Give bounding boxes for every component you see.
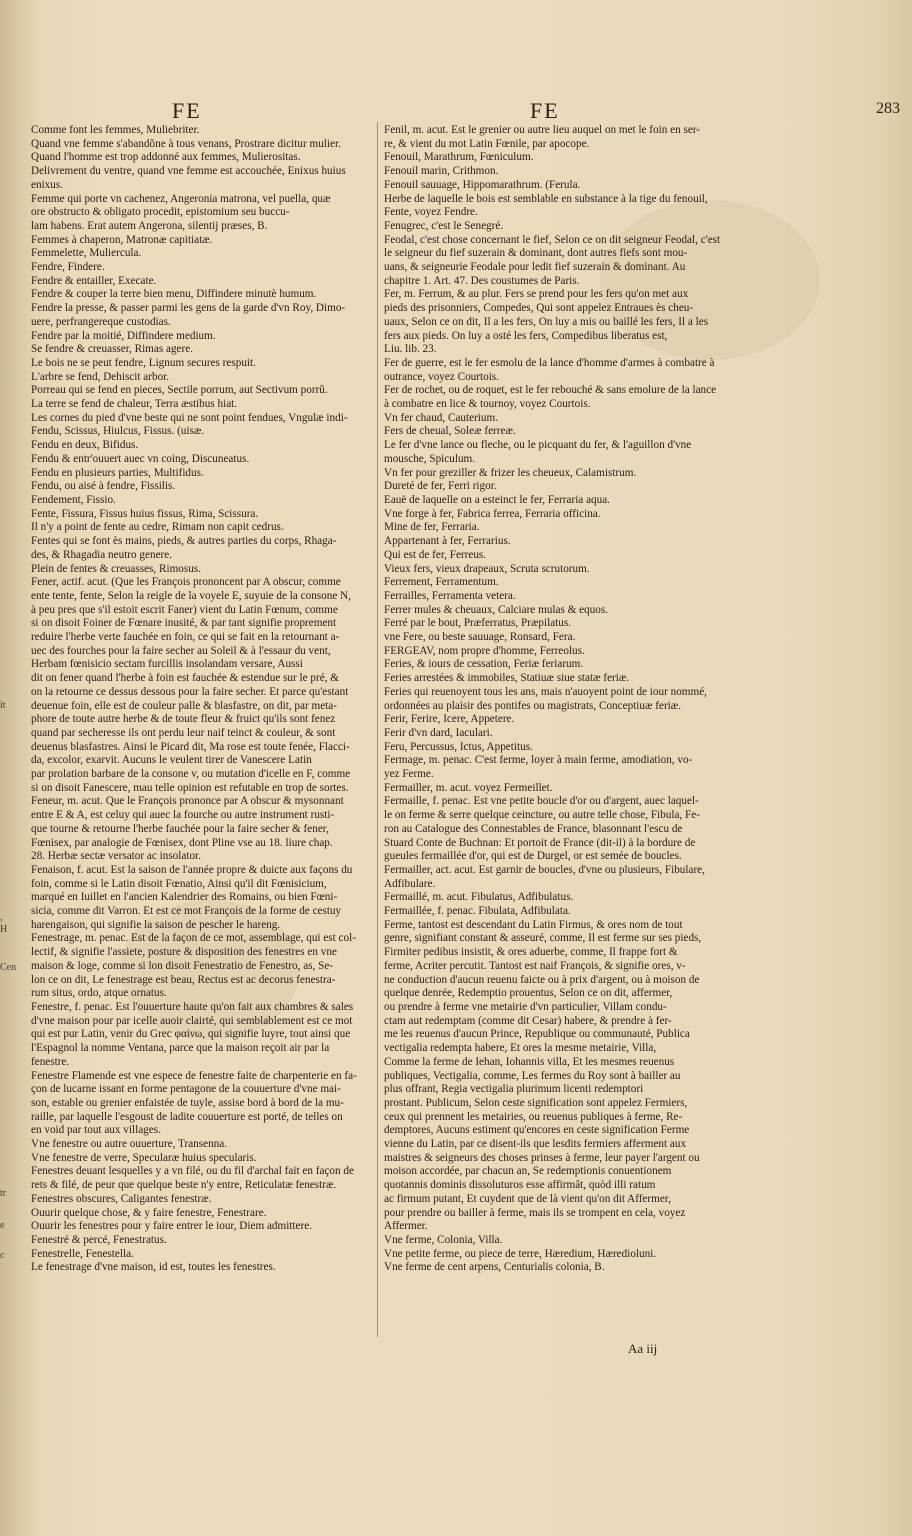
dictionary-line: Fendre la presse, & passer parmi les gens de la garde d'vn Roy, Dimo- — [31, 302, 346, 315]
dictionary-line: Fenouil, Marathrum, Fœniculum. — [384, 151, 534, 164]
dictionary-line: Ferme, tantost est descendant du Latin Firmus, & ores nom de tout — [384, 918, 683, 931]
dictionary-line: Fendement, Fissio. — [31, 493, 116, 506]
dictionary-line: quand par secheresse ils ont perdu leur naif teinct & couleur, & sont — [31, 726, 336, 739]
dictionary-line: ron au Catalogue des Connestables de France, blasonnant l'escu de — [384, 822, 683, 835]
dictionary-line: l'Espagnol la nomme Ventana, parce que la maison reçoit air par la — [31, 1042, 330, 1055]
gutter-fragment: it — [0, 700, 6, 711]
running-head-left: FE — [172, 98, 202, 123]
dictionary-line: mousche, Spiculum. — [384, 452, 476, 465]
dictionary-line: Vieux fers, vieux drapeaux, Scruta scrutorum. — [384, 562, 590, 575]
dictionary-line: Fenestres deuant lesquelles y a vn filé, ou du fil d'archal fait en façon de — [31, 1165, 354, 1178]
dictionary-line: Quand l'homme est trop addonné aux femmes, Mulierositas. — [31, 151, 301, 164]
dictionary-line: Femme qui porte vn cachenez, Angeronia matrona, vel puella, quæ — [31, 192, 331, 205]
dictionary-line: deuenus blasfastres. Ainsi le Picard dit, Ma rose est toute fenée, Flacci- — [31, 740, 350, 753]
dictionary-line: Fer de guerre, est le fer esmolu de la lance d'homme d'armes à combatre à — [384, 356, 715, 369]
dictionary-line: Fente, Fissura, Fissus huius fissus, Rima, Scissura. — [31, 507, 259, 520]
dictionary-line: Feries qui reuenoyent tous les ans, mais n'auoyent point de iour nommé, — [384, 685, 707, 698]
left-column — [31, 124, 371, 1275]
dictionary-line: Femmes à chaperon, Matronæ capitiatæ. — [31, 233, 213, 246]
dictionary-line: Mine de fer, Ferraria. — [384, 521, 480, 534]
dictionary-line: Fenestres obscures, Caligantes fenestræ. — [31, 1192, 212, 1205]
dictionary-line: Adfibulare. — [384, 877, 436, 890]
dictionary-line: Liu. lib. 23. — [384, 343, 437, 356]
dictionary-line: Fermailler, m. acut. voyez Fermeillet. — [384, 781, 553, 794]
dictionary-line: Fenestre Flamende est vne espece de fenestre faite de charpenterie en fa- — [31, 1069, 357, 1082]
dictionary-line: Qui est de fer, Ferreus. — [384, 548, 487, 561]
dictionary-line: fenestre. — [31, 1055, 70, 1068]
dictionary-line: vne Fere, ou beste sauuage, Ronsard, Fera. — [384, 631, 576, 644]
dictionary-line: à combatre en lice & tournoy, voyez Courtois. — [384, 398, 591, 411]
dictionary-line: Fermage, m. penac. C'est ferme, loyer à main ferme, amodiation, vo- — [384, 754, 693, 767]
dictionary-line: Le fenestrage d'vne maison, id est, toutes les fenestres. — [31, 1261, 276, 1274]
dictionary-line: Affermer. — [384, 1220, 428, 1233]
dictionary-line: Il n'y a point de fente au cedre, Rimam non capit cedrus. — [31, 521, 284, 534]
dictionary-line: Vne ferme, Colonia, Villa. — [384, 1233, 503, 1246]
dictionary-line: raille, par laquelle l'esgoust de ladite couuerture est porté, de telles on — [31, 1110, 343, 1123]
dictionary-line: Fenaison, f. acut. Est la saison de l'année propre & duicte aux façons du — [31, 863, 353, 876]
dictionary-line: lon ce on dit, Le fenestrage est beau, Rectus est ac decorus fenestra- — [31, 973, 336, 986]
dictionary-line: Fenugrec, c'est le Senegré. — [384, 219, 504, 232]
dictionary-line: Fenestrage, m. penac. Est de la façon de ce mot, assemblage, qui est col- — [31, 932, 356, 945]
dictionary-line: rum situs, ordo, atque ornatus. — [31, 987, 167, 1000]
dictionary-line: Vne fenestre ou autre ouuerture, Transenna. — [31, 1138, 228, 1151]
dictionary-line: lectif, & signifie l'assiete, posture & disposition des fenestres en vne — [31, 946, 337, 959]
dictionary-line: L'arbre se fend, Dehiscit arbor. — [31, 370, 170, 383]
dictionary-line: phore de toute autre herbe & de toute fleur & fruict qu'ils sont fenez — [31, 713, 336, 726]
dictionary-line: Ferrer mules & cheuaux, Calciare mulas & equos. — [384, 603, 608, 616]
dictionary-line: entre E & A, est celuy qui auec la fourche ou autre instrument rusti- — [31, 809, 335, 822]
dictionary-line: qui est pur Latin, venir du Grec φαίνω, qui signifie luyre, tout ainsi que — [31, 1028, 351, 1041]
dictionary-line: uere, perfrangereque custodias. — [31, 315, 171, 328]
dictionary-line: publiques, Vectigalia, comme, Les fermes du Roy sont à bailler au — [384, 1069, 681, 1082]
dictionary-line: des, & Rhagadia neutro genere. — [31, 548, 173, 561]
dictionary-line: Femmelette, Muliercula. — [31, 247, 142, 260]
dictionary-line: Fendu en plusieurs parties, Multifidus. — [31, 466, 204, 479]
gutter-fragment: c — [0, 1250, 5, 1261]
dictionary-line: rets & filé, de peur que quelque beste n'y entre, Reticulatæ fenestræ. — [31, 1179, 337, 1192]
dictionary-line: à peu pres que s'il estoit escrit Faner) vient du Latin Fœnum, comme — [31, 603, 338, 616]
dictionary-line: Feru, Percussus, Ictus, Appetitus. — [384, 740, 533, 753]
dictionary-line: Comme la ferme de Iehan, Iohannis villa, Et les mesmes reuenus — [384, 1055, 675, 1068]
column-divider — [377, 122, 378, 1337]
dictionary-line: Fentes qui se font ès mains, pieds, & autres parties du corps, Rhaga- — [31, 535, 337, 548]
dictionary-line: vienne du Latin, par ce disent-ils que lesdits fermiers afferment aux — [384, 1138, 687, 1151]
dictionary-line: Vne petite ferme, ou piece de terre, Hæredium, Hæredioluni. — [384, 1247, 657, 1260]
dictionary-line: Fendre & entailler, Execate. — [31, 274, 157, 287]
dictionary-line: Fermaillé, m. acut. Fibulatus, Adfibulatus. — [384, 891, 574, 904]
dictionary-line: quotannis dominis dissoluturos esse affirmât, quòd illi ratum — [384, 1179, 656, 1192]
dictionary-line: foin, comme si le Latin disoit Fœnatio, Ainsi qu'il dit Fœnisicium, — [31, 877, 327, 890]
dictionary-line: La terre se fend de chaleur, Terra æstibus hiat. — [31, 398, 238, 411]
dictionary-line: Fenouil marin, Crithmon. — [384, 165, 499, 178]
dictionary-line: d'vne maison pour par icelle auoir clairté, qui semblablement est ce mot — [31, 1014, 353, 1027]
dictionary-line: Feries arrestées & immobiles, Statiuæ siue statæ feriæ. — [384, 672, 630, 685]
dictionary-line: Fendu en deux, Bifidus. — [31, 439, 139, 452]
dictionary-line: chapitre 1. Art. 47. Des coustumes de Paris. — [384, 274, 580, 287]
gutter-fragment: , H — [0, 912, 8, 935]
dictionary-line: deuenue foin, elle est de couleur palle & blasfastre, on dit, par meta- — [31, 699, 337, 712]
dictionary-line: Plein de fentes & creuasses, Rimosus. — [31, 562, 201, 575]
dictionary-line: Fermailler, act. acut. Est garnir de boucles, d'vne ou plusieurs, Fibulare, — [384, 863, 705, 876]
dictionary-line: que tourne & retourne l'herbe fauchée pour la faire secher & fener, — [31, 822, 329, 835]
gutter-fragment: Cen — [0, 962, 17, 973]
dictionary-line: enixus. — [31, 178, 64, 191]
dictionary-line: vectigalia redempta habere, Et ores la mesme metairie, Villa, — [384, 1042, 657, 1055]
dictionary-line: Fendre & couper la terre bien menu, Diffindere minutè humum. — [31, 288, 317, 301]
dictionary-line: Fer de rochet, ou de roquet, est le fer rebouché & sans emolure de la lance — [384, 384, 717, 397]
dictionary-line: Fermaillée, f. penac. Fibulata, Adfibulata. — [384, 905, 571, 918]
dictionary-line: pieds des prisonniers, Compedes, Qui sont appelez Entraues ès cheu- — [384, 302, 694, 315]
dictionary-line: ne conduction d'aucun reuenu faicte ou à prix d'argent, ou à moison de — [384, 973, 700, 986]
dictionary-line: lam habens. Erat autem Angerona, silentij præses, B. — [31, 219, 268, 232]
dictionary-line: Fendre par la moitié, Diffindere medium. — [31, 329, 216, 342]
dictionary-line: çon de lucarne issant en forme pentagone de la couuerture d'vne mai- — [31, 1083, 341, 1096]
dictionary-line: ente tente, fente, Selon la reigle de la voyele E, suyuie de la consone N, — [31, 589, 351, 602]
dictionary-line: si on disoit Fanescere, mau telle opinion est refutable en trop de sortes. — [31, 781, 349, 794]
dictionary-line: outrance, voyez Courtois. — [384, 370, 499, 383]
dictionary-line: Fenestrelle, Fenestella. — [31, 1247, 134, 1260]
dictionary-line: FERGEAV, nom propre d'homme, Ferreolus. — [384, 644, 585, 657]
dictionary-line: Les cornes du pied d'vne beste qui ne sont point fendues, Vngulæ indi- — [31, 411, 348, 424]
dictionary-line: ctam aut redemptam (comme dit Cesar) habere, & prendre à fer- — [384, 1014, 672, 1027]
dictionary-line: marqué en Iuillet en l'ancien Kalendrier des Romains, ou bien Fœni- — [31, 891, 338, 904]
dictionary-line: Fenestré & percé, Fenestratus. — [31, 1233, 167, 1246]
dictionary-line: Vne fenestre de verre, Specularæ huius specularis. — [31, 1151, 257, 1164]
dictionary-line: ore obstructo & obligato procedit, epistomium seu buccu- — [31, 206, 290, 219]
dictionary-line: Fendu, Scissus, Hiulcus, Fissus. (uisæ. — [31, 425, 205, 438]
dictionary-line: maison & loge, comme si lon disoit Fenestratio de Fenestro, as, Se- — [31, 959, 334, 972]
dictionary-line: Ferrailles, Ferramenta vetera. — [384, 589, 516, 602]
dictionary-line: Ouurir les fenestres pour y faire entrer le iour, Diem admittere. — [31, 1220, 312, 1233]
dictionary-line: Ferir, Ferire, Icere, Appetere. — [384, 713, 515, 726]
dictionary-line: en void par tout aux villages. — [31, 1124, 161, 1137]
dictionary-line: 28. Herbæ sectæ versator ac insolator. — [31, 850, 201, 863]
dictionary-line: Stuard Conte de Buchnan: Et portoit de France (dit-il) à la bordure de — [384, 836, 696, 849]
dictionary-line: Fenestre, f. penac. Est l'ouuerture haute qu'on fait aux chambres & sales — [31, 1001, 354, 1013]
dictionary-line: ordonnées au plaisir des pontifes ou magistrats, Conceptiuæ feriæ. — [384, 699, 682, 712]
signature-mark: Aa iij — [628, 1341, 658, 1356]
dictionary-line: Le bois ne se peut fendre, Lignum secures respuit. — [31, 356, 256, 369]
dictionary-line: Le fer d'vne lance ou fleche, ou le picquant du fer, & l'aguillon d'vne — [384, 439, 692, 452]
dictionary-line: Vn fer chaud, Cauterium. — [384, 411, 499, 424]
dictionary-line: Comme font les femmes, Muliebriter. — [31, 124, 200, 136]
dictionary-line: dit on fener quand l'herbe à foin est fauchée & estendue sur le pré, & — [31, 672, 340, 685]
dictionary-line: Feneur, m. acut. Que le François prononce par A obscur & mysonnant — [31, 795, 344, 808]
dictionary-line: Fendu & entr'ouuert auec vn coing, Discuneatus. — [31, 452, 250, 465]
dictionary-line: Ferré par le bout, Præferratus, Præpilatus. — [384, 617, 572, 630]
dictionary-line: Ouurir quelque chose, & y faire fenestre, Fenestrare. — [31, 1206, 267, 1219]
dictionary-line: ferme, Acriter percutit. Tantost est naif François, & signifie ores, v- — [384, 959, 686, 972]
dictionary-line: le on ferme & serre quelque ceincture, ou autre telle chose, Fibula, Fe- — [384, 809, 700, 822]
dictionary-line: da, excolor, exarvit. Aucuns le veulent tirer de Vanescere Latin — [31, 754, 312, 767]
dictionary-line: Dureté de fer, Ferri rigor. — [384, 480, 497, 493]
dictionary-line: fers aux pieds. On luy a osté les fers, Compedibus liberatus est, — [384, 329, 668, 342]
dictionary-line: maistres & seigneurs des choses prinses à ferme, leur payer l'argent ou — [384, 1151, 700, 1164]
dictionary-line: ceux qui prennent les metairies, ou reuenus publiques à ferme, Re- — [384, 1110, 683, 1123]
dictionary-line: Quand vne femme s'abandõne à tous venans, Prostrare dicitur mulier. — [31, 137, 341, 150]
gutter-fragment: e — [0, 1220, 5, 1231]
dictionary-line: Fendre, Findere. — [31, 261, 105, 274]
dictionary-line: Vne ferme de cent arpens, Centurialis colonia, B. — [384, 1261, 605, 1274]
dictionary-line: uec des fourches pour la faire secher au Soleil & à l'essaur du vent, — [31, 644, 331, 657]
right-column — [384, 124, 744, 1275]
dictionary-line: demptores, Aucuns estiment qu'encores en ceste signification Ferme — [384, 1124, 690, 1137]
dictionary-line: gueules fermaillée d'or, qui est de Durgel, or est semée de boucles. — [384, 850, 682, 863]
dictionary-line: Appartenant à fer, Ferrarius. — [384, 535, 511, 548]
dictionary-line: Se fendre & creuasser, Rimas agere. — [31, 343, 194, 356]
dictionary-line: uaux, Selon ce on dit, Il a les fers, On luy a mis ou baillé les fers, Il a les — [384, 315, 709, 328]
dictionary-line: Ferir d'vn dard, Iaculari. — [384, 726, 493, 739]
dictionary-line: on la retourne ce dessus dessous pour la faire secher. Et parce qu'estant — [31, 685, 349, 698]
dictionary-line: moison accordée, par chacun an, Se redemptionis conuentionem — [384, 1165, 672, 1178]
dictionary-line: pour prendre ou bailler à ferme, mais ils se trompent en cela, voyez — [384, 1206, 686, 1219]
dictionary-line: Fenil, m. acut. Est le grenier ou autre lieu auquel on met le foin en ser- — [384, 124, 701, 136]
dictionary-line: par prolation barbare de la consone v, ou mutation d'icelle en F, comme — [31, 768, 351, 781]
dictionary-line: quelque denrée, Redemptio prouentus, Selon ce on dit, affermer, — [384, 987, 673, 1000]
dictionary-line: ou prendre à ferme vne metairie d'vn particulier, Villam condu- — [384, 1001, 667, 1013]
dictionary-line: genre, signifiant constant & asseuré, comme, Il est ferme sur ses pieds, — [384, 932, 702, 945]
dictionary-line: son, estable ou grenier enfaistée de tuyle, assise bord à bord de la mu- — [31, 1096, 344, 1109]
dictionary-line: Fendu, ou aisé à fendre, Fissilis. — [31, 480, 176, 493]
running-head-right: FE — [530, 98, 560, 123]
dictionary-line: Vn fer pour greziller & frizer les cheueux, Calamistrum. — [384, 466, 637, 479]
dictionary-line: Herbe de laquelle le bois est semblable en substance à la tige du fenouil, — [384, 192, 708, 205]
dictionary-line: ac firmum putant, Et cuydent que de là vient qu'on dit Affermer, — [384, 1192, 671, 1205]
dictionary-line: me les reuenus d'aucun Prince, Republique ou communauté, Publica — [384, 1028, 690, 1041]
dictionary-line: Herbam fœnisicio sectam furcillis insolandam versare, Aussi — [31, 658, 303, 671]
dictionary-line: Eauë de laquelle on a esteinct le fer, Ferraria aqua. — [384, 493, 610, 506]
dictionary-line: Fermaille, f. penac. Est vne petite boucle d'or ou d'argent, auec laquel- — [384, 795, 699, 808]
dictionary-line: Fener, actif. acut. (Que les François prononcent par A obscur, comme — [31, 576, 341, 589]
dictionary-line: Fenouil sauuage, Hippomarathrum. (Ferula. — [384, 178, 581, 191]
dictionary-line: Feodal, c'est chose concernant le fief, Selon ce on dit seigneur Feodal, c'est — [384, 233, 721, 246]
dictionary-line: Delivrement du ventre, quand vne femme est accouchée, Enixus huius — [31, 165, 346, 178]
dictionary-line: le seigneur du fief suzerain & dominant, dont autres fiefs sont mou- — [384, 247, 688, 260]
dictionary-line: Ferrement, Ferramentum. — [384, 576, 499, 589]
dictionary-line: Fente, voyez Fendre. — [384, 206, 478, 219]
dictionary-line: Vne forge à fer, Fabrica ferrea, Ferraria officina. — [384, 507, 601, 520]
dictionary-line: yez Ferme. — [384, 768, 434, 781]
page-number: 283 — [876, 100, 900, 117]
gutter-fragment: tr — [0, 1188, 7, 1199]
dictionary-line: Fers de cheual, Soleæ ferreæ. — [384, 425, 516, 438]
dictionary-line: uans, & seigneurie Feodale pour ledit fief suzerain & dominant. Au — [384, 261, 686, 274]
dictionary-line: Feries, & iours de cessation, Feriæ feriarum. — [384, 658, 584, 671]
dictionary-line: Fer, m. Ferrum, & au plur. Fers se prend pour les fers qu'on met aux — [384, 288, 689, 301]
dictionary-line: Firmiter pedibus insistit, & ores aduerbe, comme, Il frappe fort & — [384, 946, 678, 959]
dictionary-line: sicia, comme dit Varron. Et est ce mot François de la forme de cestuy — [31, 905, 342, 918]
dictionary-line: re, & vient du mot Latin Fœnile, par apocope. — [384, 137, 590, 150]
dictionary-line: harengaison, qui signifie la saison de pescher le hareng. — [31, 918, 281, 931]
dictionary-line: Porreau qui se fend en pieces, Sectile porrum, aut Sectivum porrũ. — [31, 384, 328, 397]
dictionary-line: si on disoit Foiner de Fœnare inusité, & par tant signifie proprement — [31, 617, 337, 630]
dictionary-line: plus offrant, Regia vectigalia plurimum licenti redemptori — [384, 1083, 644, 1096]
dictionary-line: reduire l'herbe verte fauchée en foin, ce qui se fait en la retournant a- — [31, 631, 340, 644]
dictionary-line: prostant. Publicum, Selon ceste signification sont appelez Fermiers, — [384, 1096, 688, 1109]
dictionary-line: Fœnisex, par analogie de Fœnisex, dont Pline vse au 18. liure chap. — [31, 836, 333, 849]
